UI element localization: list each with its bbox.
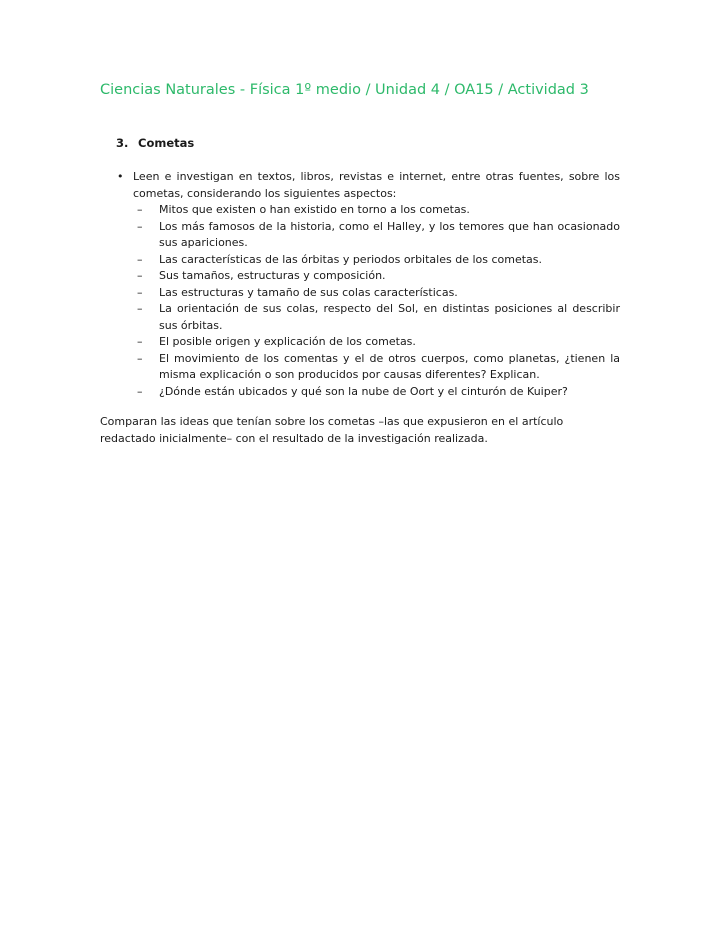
dash-icon: –: [137, 203, 143, 216]
section-title: Cometas: [138, 136, 195, 150]
list-item-text: El movimiento de los comentas y el de otros cuerpos, como planetas, ¿tienen la misma explicación o son producidos por causas diferentes? Explican.: [159, 351, 620, 381]
dash-icon: –: [137, 252, 143, 266]
aspects-list: [116, 202, 620, 400]
dash-icon: –: [137, 384, 143, 398]
list-item-text: ¿Dónde están ubicados y qué son la nube de Oort y el cinturón de Kuiper?: [159, 384, 568, 398]
dash-icon: –: [137, 302, 143, 315]
list-item: [116, 301, 620, 334]
dash-icon: –: [137, 335, 143, 348]
list-item: [116, 202, 620, 219]
list-item-text: Las características de las órbitas y periodos orbitales de los cometas.: [159, 252, 543, 266]
list-item-text: Los más famosos de la historia, como el Halley, y los temores que han ocasionado sus apariciones.: [159, 219, 620, 249]
dash-icon: –: [137, 269, 143, 282]
bullet-icon: •: [117, 170, 124, 183]
list-item-text: La orientación de sus colas, respecto del Sol, en distintas posiciones al describir sus órbitas.: [159, 302, 620, 332]
closing-paragraph: Comparan las ideas que tenían sobre los cometas –las que expusieron en el artículo redactado inicialmente– con el resultado de la investigación realizada.: [100, 415, 564, 445]
list-item-text: Mitos que existen o han existido en torno a los cometas.: [159, 203, 470, 216]
section-number: 3.: [116, 136, 129, 150]
list-item-text: Las estructuras y tamaño de sus colas características.: [159, 285, 458, 299]
bullet-list: [116, 169, 620, 400]
page-title: Ciencias Naturales - Física 1º medio / Unidad 4 / OA15 / Actividad 3: [100, 82, 589, 98]
section-heading: [116, 136, 194, 150]
list-item: [116, 252, 620, 269]
dash-icon: –: [137, 219, 143, 233]
list-item: [116, 219, 620, 252]
list-item: [116, 334, 620, 351]
list-item: [116, 384, 620, 401]
list-item: [116, 351, 620, 384]
list-item-text: El posible origen y explicación de los cometas.: [159, 335, 416, 348]
list-item-text: Sus tamaños, estructuras y composición.: [159, 269, 386, 282]
dash-icon: –: [137, 351, 143, 365]
dash-icon: –: [137, 285, 143, 299]
list-item: [116, 268, 620, 285]
bullet-item: [116, 169, 620, 202]
bullet-intro-text: Leen e investigan en textos, libros, revistas e internet, entre otras fuentes, sobre los cometas, considerando los siguientes aspectos:: [133, 170, 620, 200]
list-item: [116, 285, 620, 302]
